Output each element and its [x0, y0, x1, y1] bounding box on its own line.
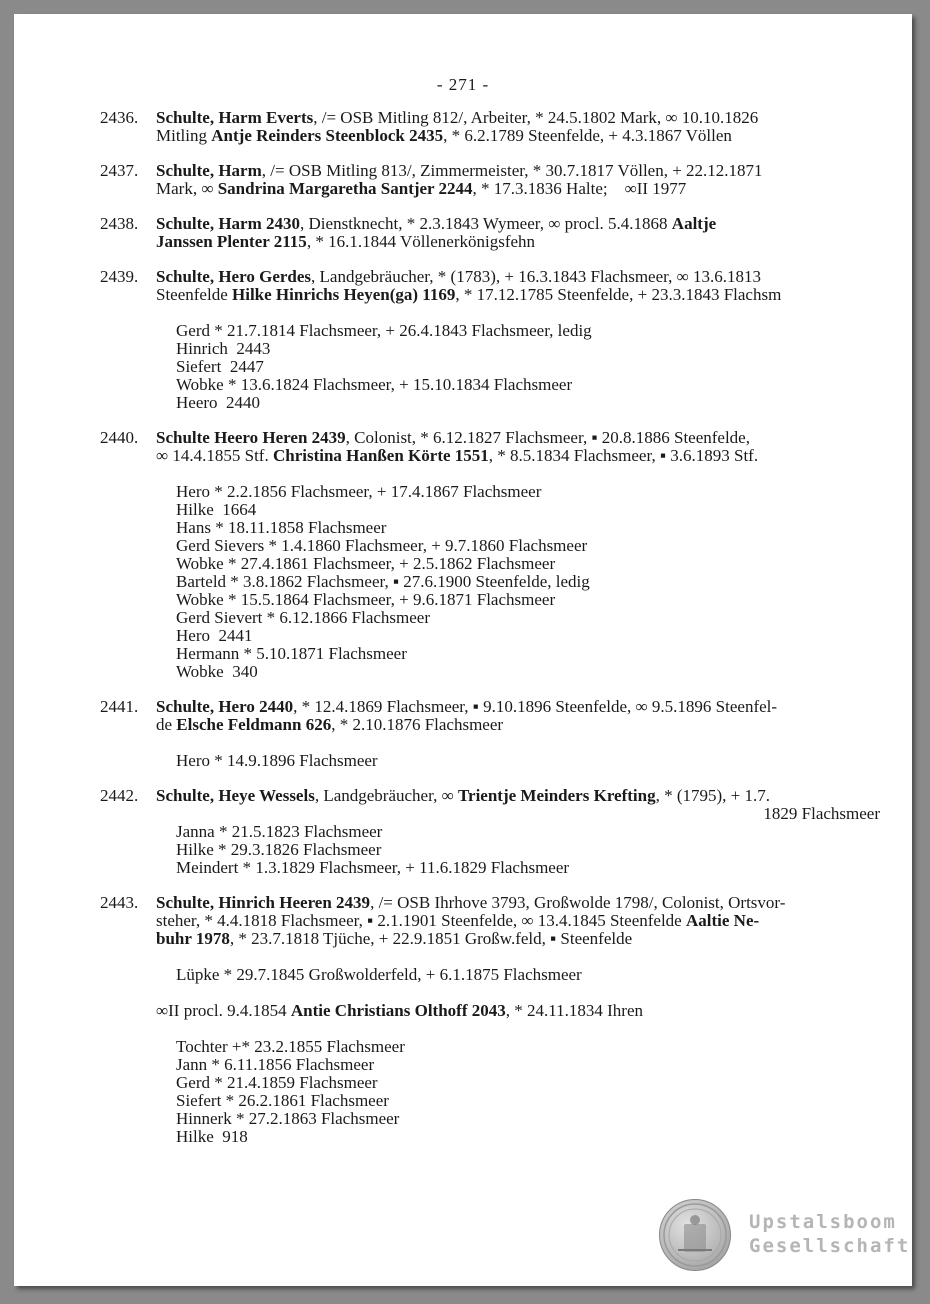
- entry-text: Schulte, Harm 2430, Dienstknecht, * 2.3.1843 Wymeer, ∞ procl. 5.4.1868 Aaltje Janssen Plenter 2115, * 16.1.1844 Völlenerkönigsfehn: [156, 214, 717, 251]
- children-list: [176, 483, 880, 681]
- logo-line-2: Gesellschaft: [749, 1235, 911, 1257]
- spouse-name: Aaltie Ne-: [685, 911, 760, 930]
- child-item: Jann * 6.11.1856 Flachsmeer: [176, 1055, 375, 1074]
- child-item: Heero 2440: [176, 393, 261, 412]
- entry-text: Schulte, Heye Wessels, Landgebräucher, ∞ Trientje Meinders Krefting, * (1795), + 1.7. 1829 Flachsmeer: [156, 786, 880, 823]
- spouse-name: Hilke Hinrichs Heyen(ga) 1169: [232, 285, 456, 304]
- wrapped-date: 1829 Flachsmeer: [763, 804, 880, 823]
- spouse-name-cont: buhr 1978: [156, 929, 230, 948]
- child-item: Wobke 340: [176, 662, 258, 681]
- entry-number: 2438.: [100, 214, 139, 233]
- person-name: Schulte, Heye Wessels: [156, 786, 315, 805]
- entry-text: Schulte, Hero 2440, * 12.4.1869 Flachsmeer, ▪ 9.10.1896 Steenfelde, ∞ 9.5.1896 Steenfel- de Elsche Feldmann 626, * 2.10.1876 Flachsmeer: [156, 697, 778, 734]
- entry-2441: [100, 698, 880, 734]
- child-item: Hinrich 2443: [176, 339, 271, 358]
- children-list: [176, 752, 880, 770]
- child-item: Hinnerk * 27.2.1863 Flachsmeer: [176, 1109, 400, 1128]
- person-name: Schulte, Harm Everts: [156, 108, 314, 127]
- entry-text: Schulte, Harm, /= OSB Mitling 813/, Zimmermeister, * 30.7.1817 Völlen, + 22.12.1871 Mark, ∞ Sandrina Margaretha Santjer 2244, * 17.3.1836 Halte; ∞II 1977: [156, 161, 763, 198]
- entry-2443: [100, 894, 880, 948]
- seal-icon: [659, 1199, 731, 1271]
- child-item: Gerd * 21.7.1814 Flachsmeer, + 26.4.1843 Flachsmeer, ledig: [176, 321, 592, 340]
- society-logo: [659, 1199, 909, 1275]
- entry-2436: [100, 109, 880, 145]
- entry-text: Schulte, Hinrich Heeren 2439, /= OSB Ihrhove 3793, Großwolde 1798/, Colonist, Ortsvor- steher, * 4.4.1818 Flachsmeer, ▪ 2.1.1901 Steenfelde, ∞ 13.4.1845 Steenfelde Aaltie Ne- buhr 1978, * 23.7.1818 Tjüche, + 22.9.1851 Großw.feld, ▪ Steenfelde: [156, 893, 786, 948]
- child-item: Barteld * 3.8.1862 Flachsmeer, ▪ 27.6.1900 Steenfelde, ledig: [176, 572, 590, 591]
- entry-number: 2436.: [100, 108, 139, 127]
- entry-number: 2441.: [100, 697, 139, 716]
- genealogy-list: [100, 109, 880, 1146]
- child-item: Lüpke * 29.7.1845 Großwolderfeld, + 6.1.1875 Flachsmeer: [176, 965, 582, 984]
- spouse-name: Aaltje: [671, 214, 717, 233]
- spouse-name: Christina Hanßen Körte 1551: [272, 446, 489, 465]
- spouse-name: Trientje Meinders Krefting: [457, 786, 656, 805]
- child-item: Hero * 14.9.1896 Flachsmeer: [176, 751, 378, 770]
- person-name: Schulte Heero Heren 2439: [156, 428, 346, 447]
- entry-2438: [100, 215, 880, 251]
- children-list: [176, 322, 880, 412]
- spouse-name: Antje Reinders Steenblock 2435: [211, 126, 444, 145]
- person-name: Schulte, Hero Gerdes: [156, 267, 312, 286]
- entry-number: 2443.: [100, 893, 139, 912]
- entry-number: 2437.: [100, 161, 139, 180]
- child-item: Meindert * 1.3.1829 Flachsmeer, + 11.6.1829 Flachsmeer: [176, 858, 570, 877]
- child-item: Hermann * 5.10.1871 Flachsmeer: [176, 644, 407, 663]
- entry-text: Schulte Heero Heren 2439, Colonist, * 6.12.1827 Flachsmeer, ▪ 20.8.1886 Steenfelde, ∞ 14.4.1855 Stf. Christina Hanßen Körte 1551, * 8.5.1834 Flachsmeer, ▪ 3.6.1893 Stf.: [156, 428, 759, 465]
- entry-2442: [100, 787, 880, 823]
- spouse-name: Elsche Feldmann 626: [176, 715, 332, 734]
- child-item: Hans * 18.11.1858 Flachsmeer: [176, 518, 387, 537]
- child-item: Siefert 2447: [176, 357, 264, 376]
- child-item: Tochter +* 23.2.1855 Flachsmeer: [176, 1037, 405, 1056]
- person-name: Schulte, Hinrich Heeren 2439: [156, 893, 371, 912]
- entry-text: Schulte, Harm Everts, /= OSB Mitling 812/, Arbeiter, * 24.5.1802 Mark, ∞ 10.10.1826 Mitling Antje Reinders Steenblock 2435, * 6.2.1789 Steenfelde, + 4.3.1867 Völlen: [156, 108, 759, 145]
- child-item: Hilke 1664: [176, 500, 257, 519]
- children-list: [176, 966, 880, 984]
- child-item: Gerd Sievers * 1.4.1860 Flachsmeer, + 9.7.1860 Flachsmeer: [176, 536, 588, 555]
- second-marriage: ∞II procl. 9.4.1854 Antie Christians Olthoff 2043, * 24.11.1834 Ihren: [156, 1001, 643, 1020]
- child-item: Hilke 918: [176, 1127, 248, 1146]
- child-item: Janna * 21.5.1823 Flachsmeer: [176, 822, 383, 841]
- child-item: Wobke * 13.6.1824 Flachsmeer, + 15.10.1834 Flachsmeer: [176, 375, 573, 394]
- person-name: Schulte, Harm: [156, 161, 262, 180]
- entry-number: 2442.: [100, 786, 139, 805]
- child-item: Wobke * 15.5.1864 Flachsmeer, + 9.6.1871 Flachsmeer: [176, 590, 556, 609]
- person-name: Schulte, Harm 2430: [156, 214, 301, 233]
- children-list: [176, 823, 880, 877]
- spouse-name: Sandrina Margaretha Santjer 2244: [217, 179, 473, 198]
- entry-2439: [100, 268, 880, 304]
- entry-number: 2439.: [100, 267, 139, 286]
- entry-2437: [100, 162, 880, 198]
- child-item: Siefert * 26.2.1861 Flachsmeer: [176, 1091, 389, 1110]
- children-list: [176, 1038, 880, 1146]
- page-number: - 271 -: [436, 75, 490, 94]
- spouse-name-cont: Janssen Plenter 2115: [156, 232, 307, 251]
- entry-number: 2440.: [100, 428, 139, 447]
- logo-text: [749, 1210, 910, 1258]
- child-item: Wobke * 27.4.1861 Flachsmeer, + 2.5.1862 Flachsmeer: [176, 554, 556, 573]
- child-item: Gerd Sievert * 6.12.1866 Flachsmeer: [176, 608, 430, 627]
- logo-line-1: Upstalsboom: [749, 1211, 897, 1233]
- entry-2440: [100, 429, 880, 465]
- child-item: Hero 2441: [176, 626, 253, 645]
- document-page: [14, 14, 912, 1286]
- person-name: Schulte, Hero 2440: [156, 697, 294, 716]
- entry-text: Schulte, Hero Gerdes, Landgebräucher, * (1783), + 16.3.1843 Flachsmeer, ∞ 13.6.1813 Steenfelde Hilke Hinrichs Heyen(ga) 1169, * 17.12.1785 Steenfelde, + 23.3.1843 Flachsm: [156, 267, 782, 304]
- child-item: Gerd * 21.4.1859 Flachsmeer: [176, 1073, 378, 1092]
- child-item: Hilke * 29.3.1826 Flachsmeer: [176, 840, 382, 859]
- spouse-name: Antie Christians Olthoff 2043: [290, 1001, 506, 1020]
- child-item: Hero * 2.2.1856 Flachsmeer, + 17.4.1867 Flachsmeer: [176, 482, 542, 501]
